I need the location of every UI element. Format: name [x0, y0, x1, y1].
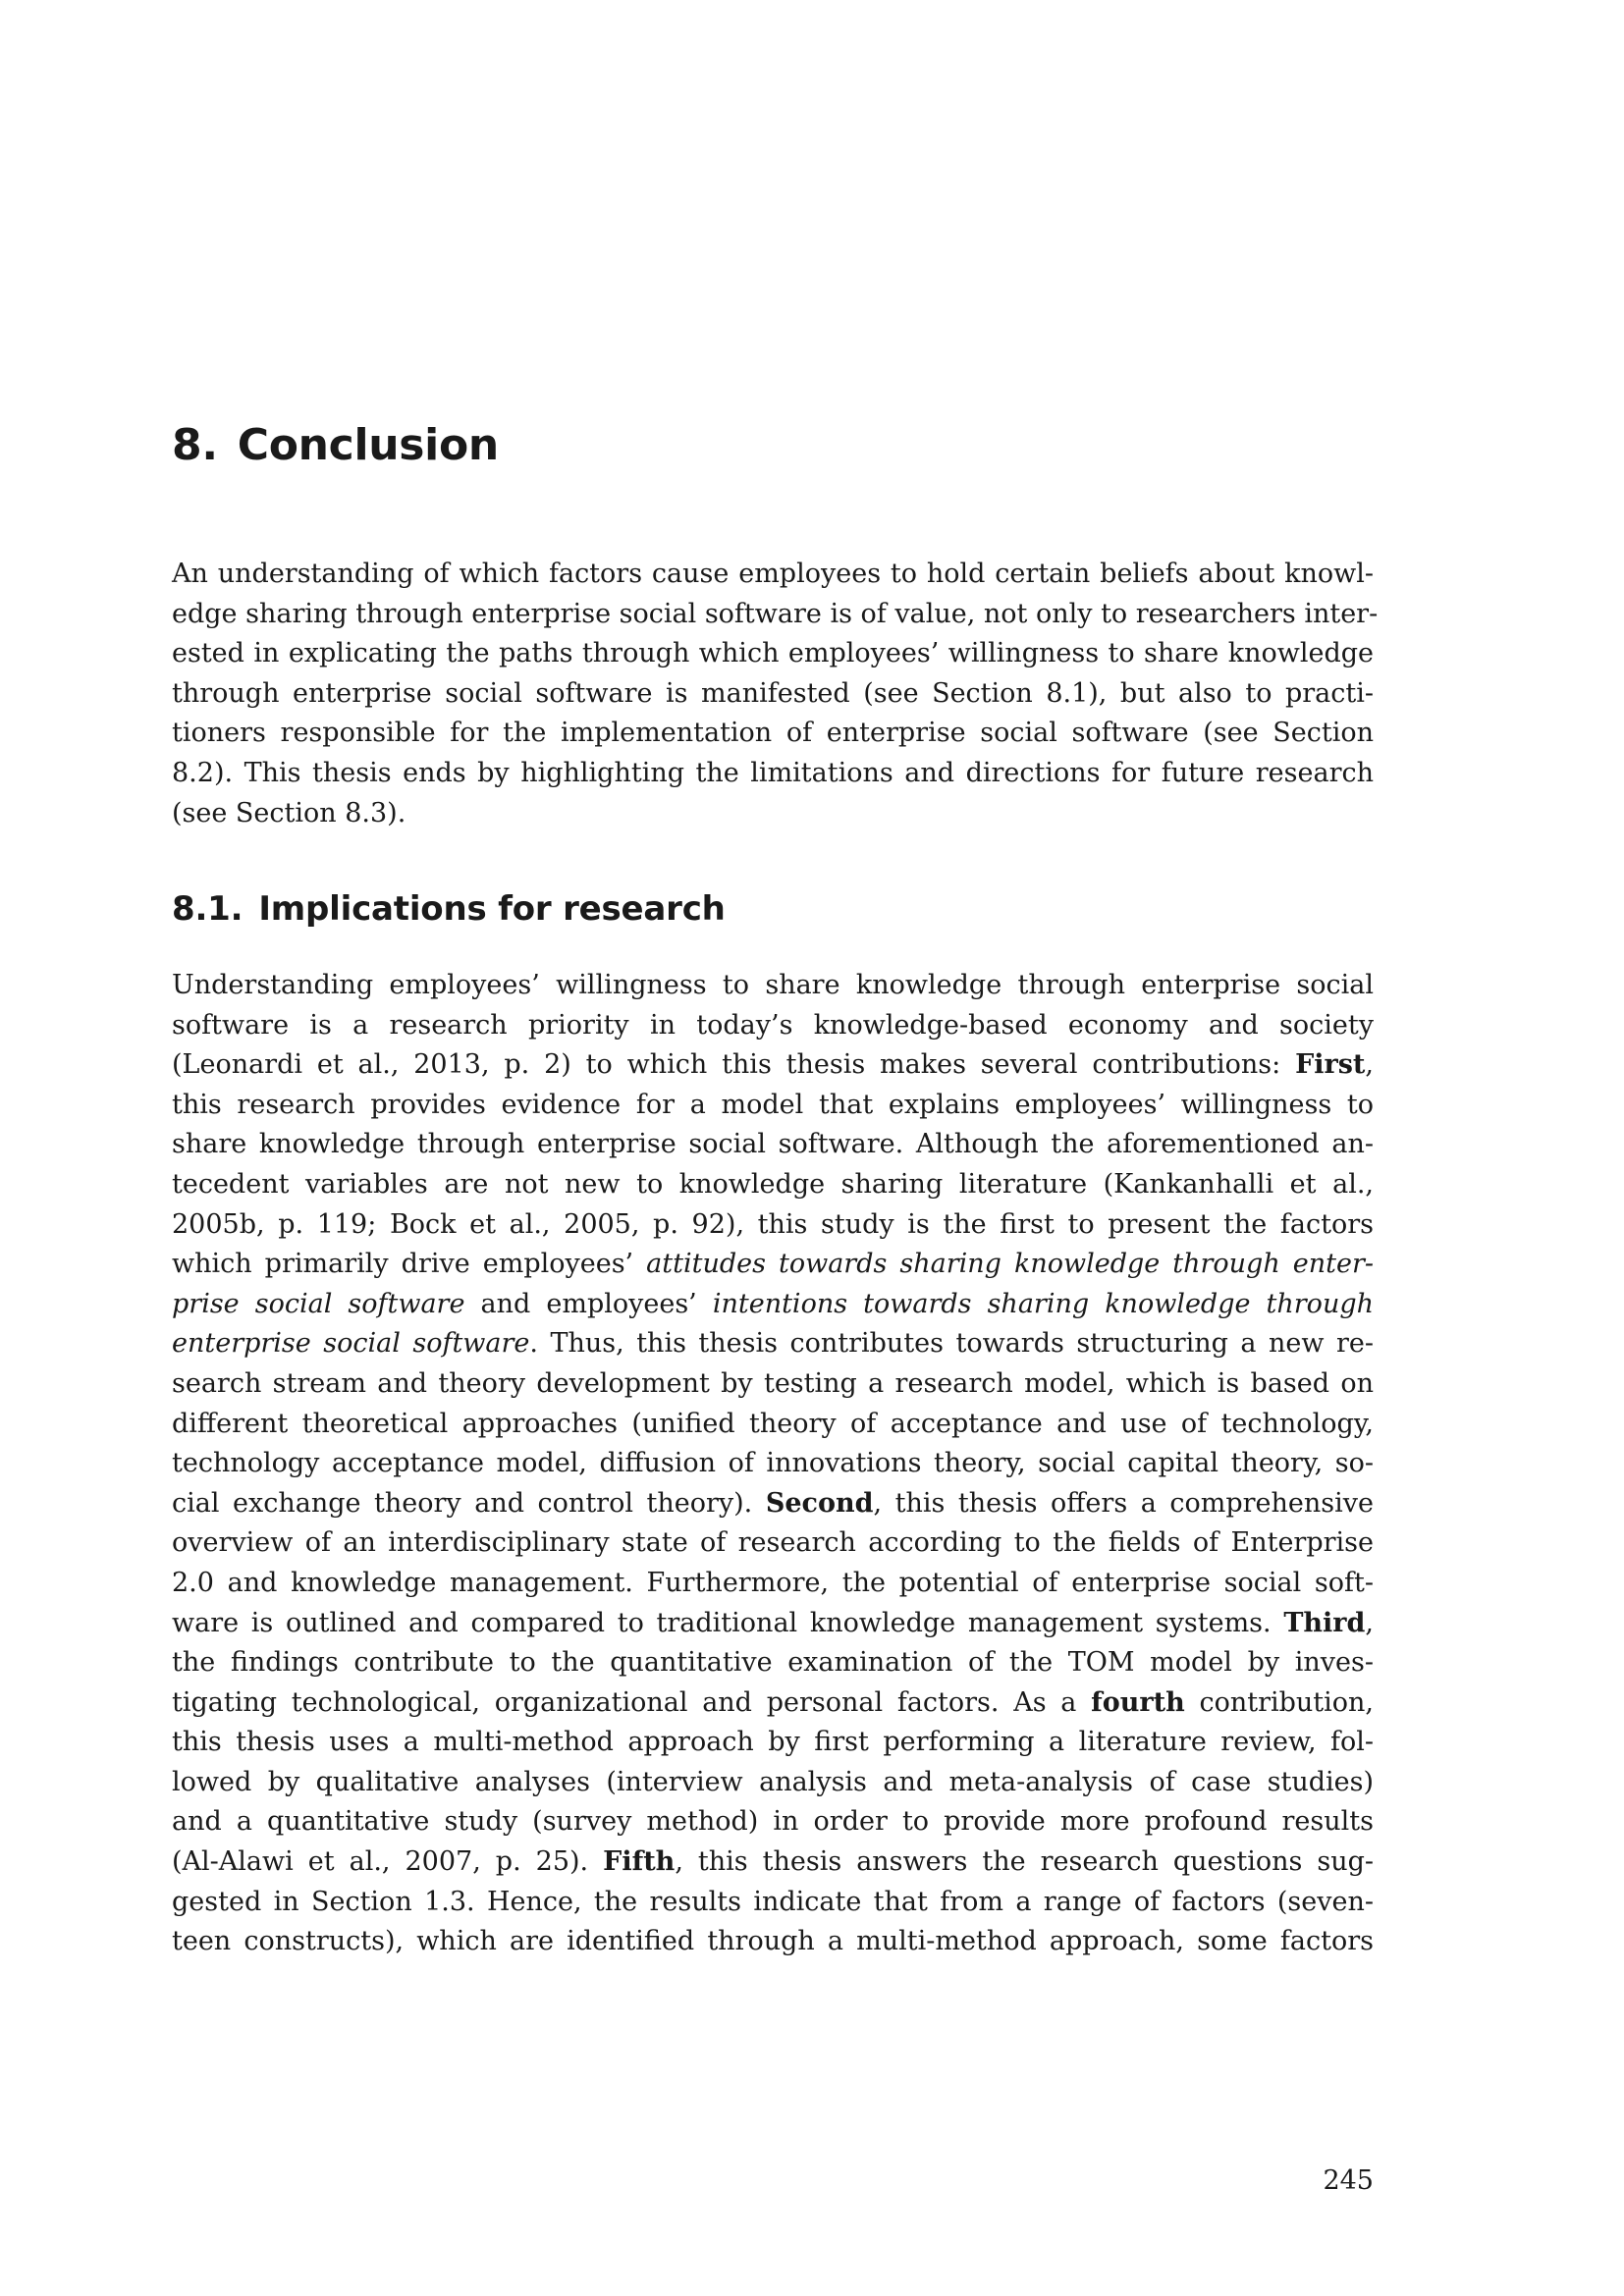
text-run: , this thesis offers a comprehensive: [873, 1487, 1375, 1519]
text-run: ware is outlined and compared to traditional knowledge management systems.: [172, 1607, 1284, 1638]
text-line: 2005b, p. 119; Bock et al., 2005, p. 92), this study is the first to present the factors: [172, 1208, 1374, 1240]
text-run: , this thesis answers the research questions sug-: [675, 1846, 1375, 1878]
text-line: [172, 1604, 1374, 1644]
text-line: the findings contribute to the quantitative examination of the TOM model by inves-: [172, 1647, 1374, 1679]
text-line: tecedent variables are not new to knowledge sharing literature (Kankanhalli et al.,: [172, 1168, 1374, 1200]
text-line: [172, 1324, 1374, 1364]
text-run: which primarily drive employees’: [172, 1249, 647, 1280]
implications-paragraph: [172, 966, 1374, 1962]
text-line: 8.2). This thesis ends by highlighting the limitations and directions for future research: [172, 757, 1374, 788]
text-run: and employees’: [464, 1288, 713, 1319]
italic-term: enterprise social software: [172, 1328, 530, 1360]
text-line: share knowledge through enterprise social software. Although the aforementioned an-: [172, 1129, 1374, 1160]
section-title-text: Implications for research: [258, 889, 726, 929]
italic-term: prise social software: [172, 1288, 465, 1319]
text-run: contribution,: [1184, 1686, 1374, 1718]
bold-term-fifth: Fifth: [603, 1846, 676, 1878]
intro-paragraph: [172, 555, 1379, 833]
text-line: software is a research priority in today’s knowledge-based economy and society: [172, 1009, 1374, 1041]
text-line: lowed by qualitative analyses (interview analysis and meta-analysis of case studies): [172, 1766, 1374, 1797]
bold-term-third: Third: [1283, 1607, 1366, 1638]
italic-term: attitudes towards sharing knowledge through enter-: [646, 1249, 1374, 1280]
chapter-title: [172, 418, 499, 473]
chapter-title-text: Conclusion: [237, 420, 499, 470]
bold-term-first: First: [1295, 1049, 1366, 1081]
text-line: [172, 1842, 1374, 1883]
text-line: [172, 1683, 1374, 1724]
text-line: and a quantitative study (survey method) in order to provide more profound results: [172, 1806, 1374, 1838]
section-title: [172, 887, 726, 931]
bold-term-fourth: fourth: [1091, 1686, 1185, 1718]
text-line: through enterprise social software is manifested (see Section 8.1), but also to practi-: [172, 677, 1374, 709]
text-line: [172, 1484, 1374, 1524]
text-line: (see Section 8.3).: [172, 797, 406, 828]
text-run: . Thus, this thesis contributes towards structuring a new re-: [529, 1328, 1374, 1360]
text-line: search stream and theory development by testing a research model, which is based on: [172, 1367, 1374, 1399]
text-line: [172, 1285, 1374, 1325]
text-line: overview of an interdisciplinary state of research according to the fields of Enterprise: [172, 1527, 1374, 1559]
text-line: ested in explicating the paths through which employees’ willingness to share knowledge: [172, 638, 1374, 669]
text-line: technology acceptance model, diffusion of innovations theory, social capital theory, so-: [172, 1448, 1374, 1479]
text-line: An understanding of which factors cause employees to hold certain beliefs about knowl-: [172, 559, 1374, 589]
text-line: this research provides evidence for a model that explains employees’ willingness to: [172, 1089, 1374, 1120]
text-run: (Al-Alawi et al., 2007, p. 25).: [172, 1846, 604, 1878]
text-line: [172, 1245, 1374, 1285]
text-line: [172, 1045, 1374, 1086]
chapter-number: 8.: [172, 420, 218, 470]
page-number: 245: [1323, 2165, 1374, 2196]
text-run: cial exchange theory and control theory).: [172, 1487, 766, 1519]
text-line: 2.0 and knowledge management. Furthermore, the potential of enterprise social soft-: [172, 1567, 1374, 1598]
text-line: Understanding employees’ willingness to share knowledge through enterprise social: [172, 970, 1374, 1000]
section-number: 8.1.: [172, 889, 244, 929]
italic-term: intentions towards sharing knowledge through: [712, 1288, 1375, 1319]
text-line: this thesis uses a multi-method approach by first performing a literature review, fol-: [172, 1727, 1374, 1758]
text-run: tigating technological, organizational and personal factors. As a: [172, 1686, 1092, 1718]
text-line: edge sharing through enterprise social software is of value, not only to researchers inter-: [172, 598, 1379, 629]
text-run: ,: [1365, 1607, 1374, 1638]
text-run: (Leonardi et al., 2013, p. 2) to which this thesis makes several contributions:: [172, 1049, 1296, 1081]
text-line: teen constructs), which are identified through a multi-method approach, some factors: [172, 1926, 1374, 1957]
text-line: gested in Section 1.3. Hence, the results indicate that from a range of factors (seven-: [172, 1886, 1374, 1917]
text-run: ,: [1365, 1049, 1374, 1081]
bold-term-second: Second: [765, 1487, 874, 1519]
text-line: different theoretical approaches (unified theory of acceptance and use of technology,: [172, 1408, 1374, 1439]
text-line: tioners responsible for the implementation of enterprise social software (see Section: [172, 718, 1374, 749]
